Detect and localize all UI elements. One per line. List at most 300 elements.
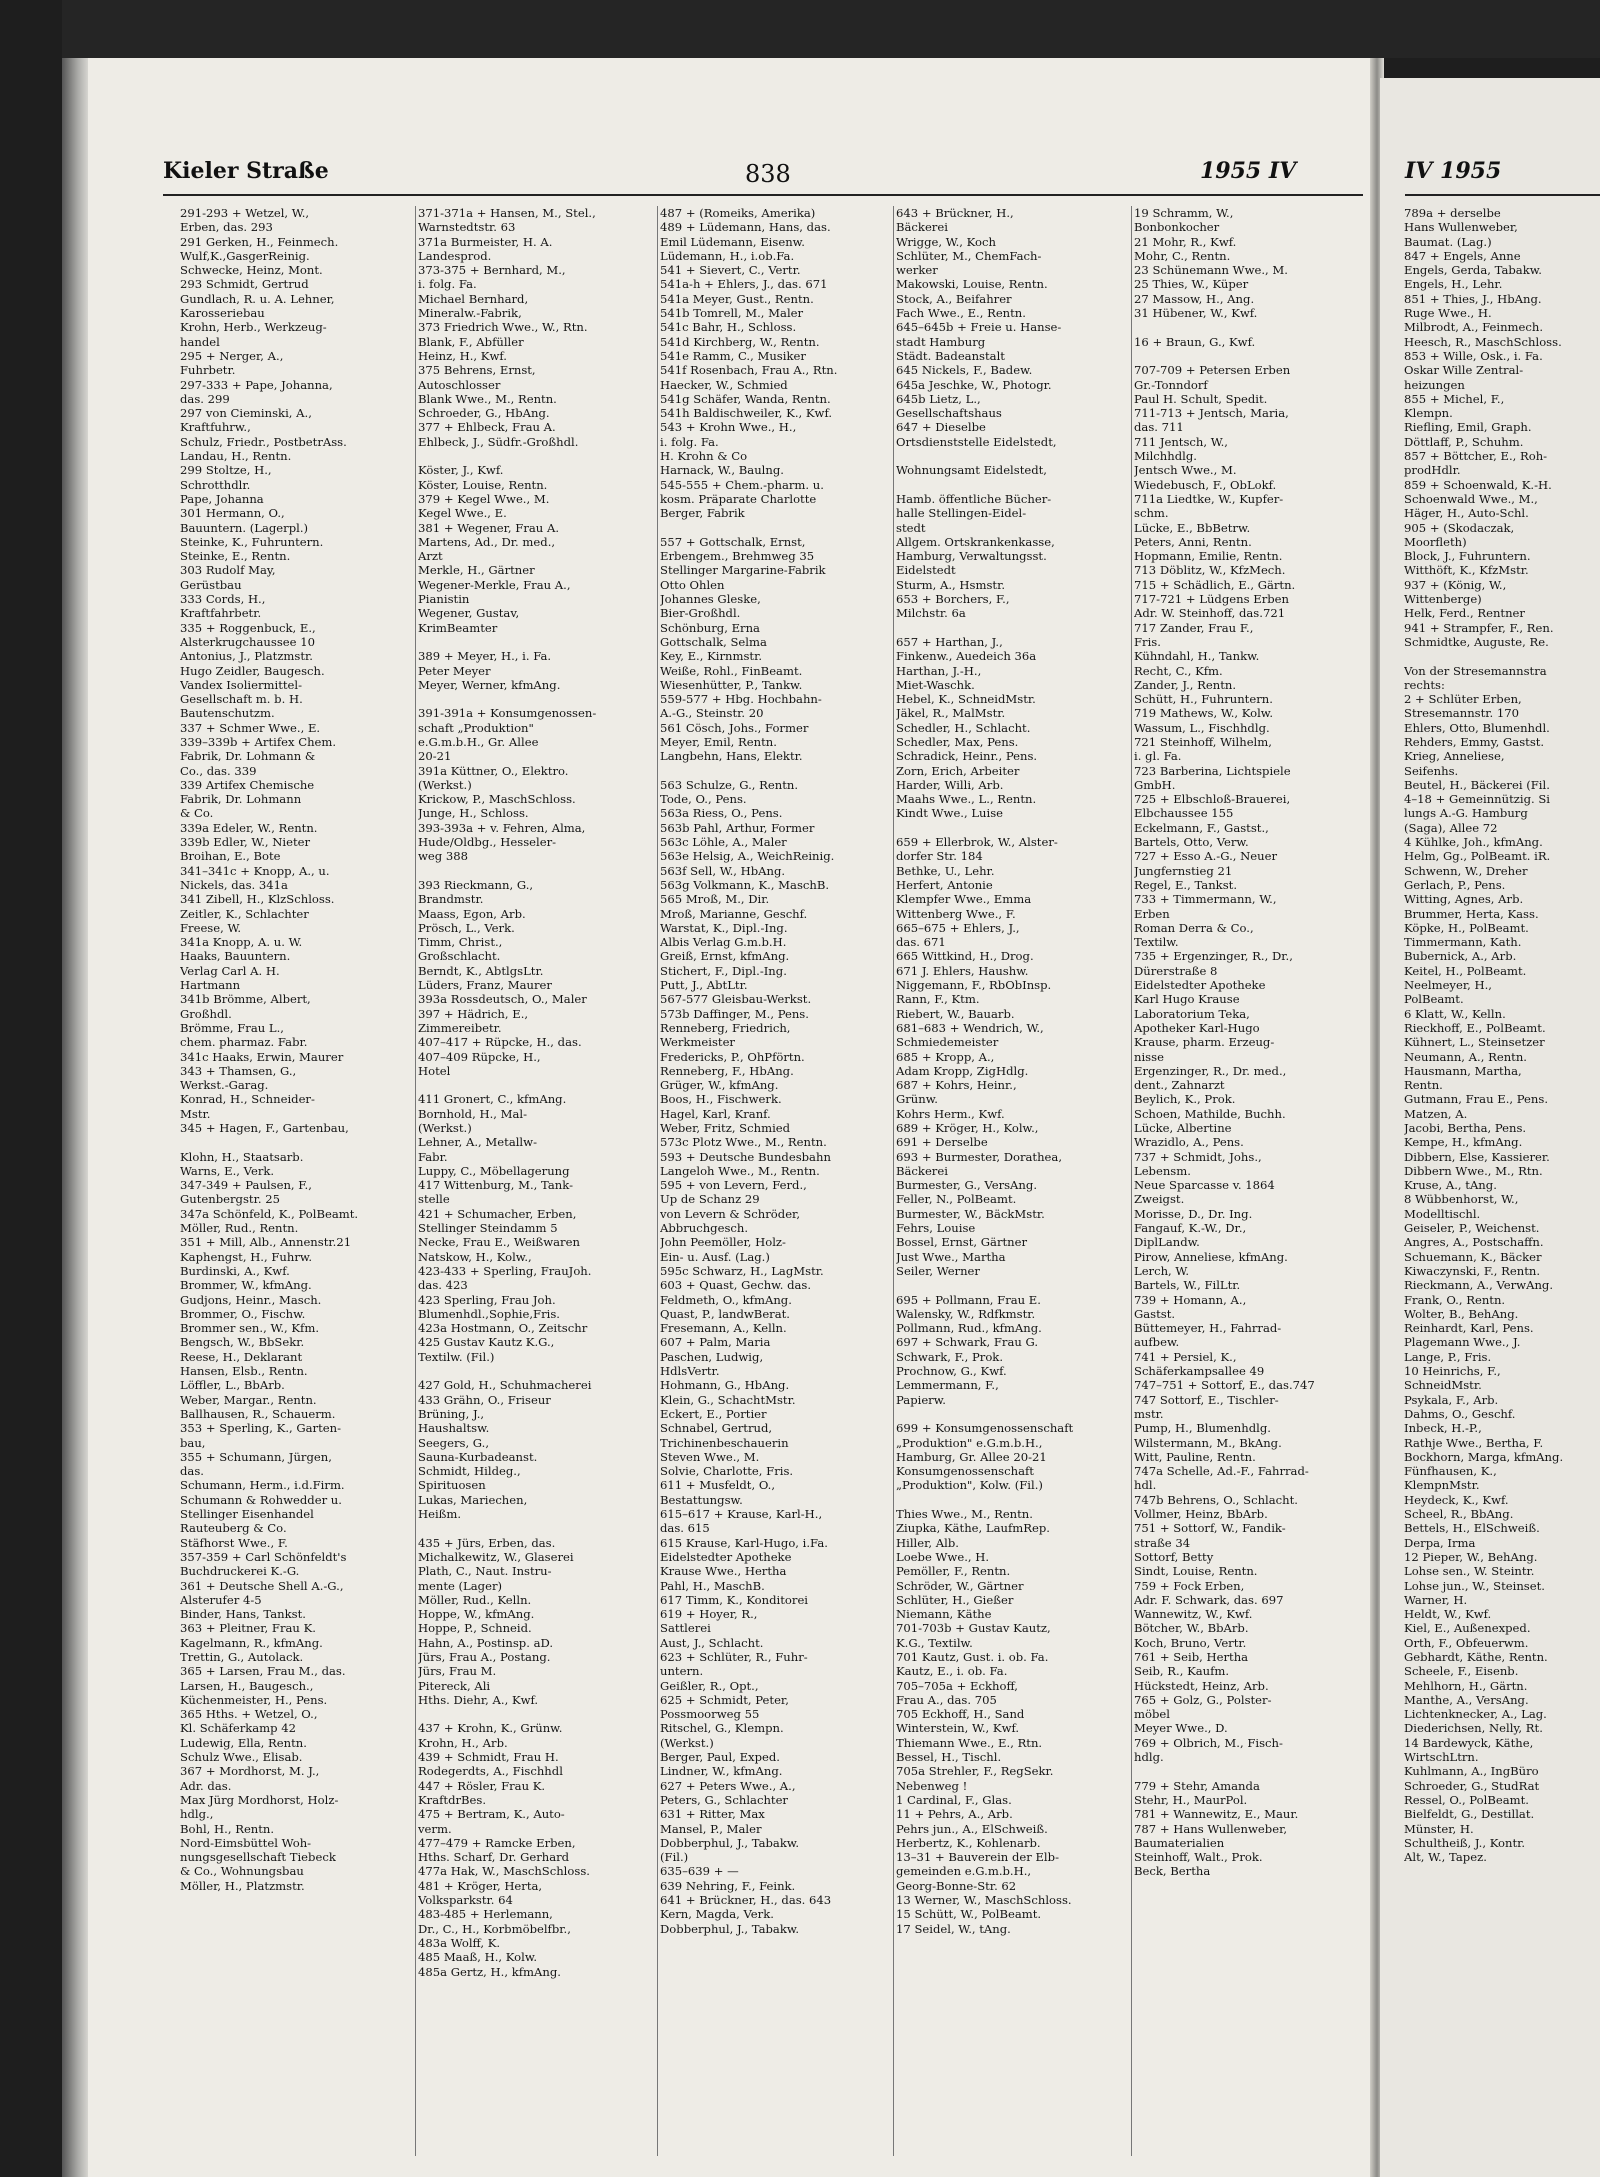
directory-entry-line: Just Wwe., Martha (896, 1249, 1006, 1264)
directory-column-3 (660, 206, 890, 1936)
directory-entry-line: Adr. W. Steinhoff, das.721 (1134, 606, 1286, 621)
directory-entry-line: 341c Haaks, Erwin, Maurer (180, 1049, 344, 1064)
directory-entry-line: 761 + Seib, Hertha (1134, 1649, 1249, 1664)
directory-entry-line: Schütt, H., Fuhruntern. (1134, 692, 1273, 707)
directory-entry-line: Merkle, H., Gärtner (418, 563, 535, 578)
directory-entry-line: 625 + Schmidt, Peter, (660, 1692, 789, 1707)
directory-entry-line: das. 671 (896, 935, 946, 950)
directory-entry-line: Gundlach, R. u. A. Lehner, (180, 291, 335, 306)
directory-entry-line: Sturm, A., Hsmstr. (896, 577, 1006, 592)
directory-entry-line: Alsterufer 4-5 (180, 1592, 262, 1607)
directory-entry-line: Kindt Wwe., Luise (896, 806, 1004, 821)
directory-entry-line: Mehlhorn, H., Gärtn. (1404, 1678, 1528, 1693)
directory-entry-line: Adr. F. Schwark, das. 697 (1134, 1592, 1284, 1607)
directory-entry-line: Klein, G., SchachtMstr. (660, 1392, 796, 1407)
directory-entry-line: Luppy, C., Möbellagerung (418, 1163, 570, 1178)
directory-entry-line: Derpa, Irma (1404, 1535, 1476, 1550)
directory-entry-line: 541a Meyer, Gust., Rentn. (660, 291, 814, 306)
directory-entry-line: Landesprod. (418, 248, 492, 263)
directory-entry-line: Schedler, H., Schlacht. (896, 720, 1031, 735)
directory-entry-line: Klempn. (1404, 406, 1453, 421)
directory-entry-line: Fach Wwe., E., Rentn. (896, 306, 1026, 321)
directory-entry-line: Lebensm. (1134, 1163, 1191, 1178)
directory-entry-line: 717 Zander, Frau F., (1134, 620, 1254, 635)
directory-entry-line: Weiße, Rohl., FinBeamt. (660, 663, 803, 678)
directory-entry-line: Hths. Diehr, A., Kwf. (418, 1692, 539, 1707)
directory-entry-line: Burdinski, A., Kwf. (180, 1263, 290, 1278)
directory-entry-line: Neumann, A., Rentn. (1404, 1049, 1527, 1064)
directory-entry-line: Riebert, W., Bauarb. (896, 1006, 1015, 1021)
directory-entry-line: Brommer, O., Fischw. (180, 1306, 306, 1321)
directory-entry-line: 557 + Gottschalk, Ernst, (660, 534, 806, 549)
directory-entry-line: chem. pharmaz. Fabr. (180, 1035, 308, 1050)
directory-entry-line: Großhdl. (180, 1006, 232, 1021)
directory-entry-line: 437 + Krohn, K., Grünw. (418, 1721, 563, 1736)
directory-entry-line (1134, 320, 1366, 334)
directory-entry-line: 351 + Mill, Alb., Annenstr.21 (180, 1235, 352, 1250)
directory-entry-line: 20-21 (418, 749, 452, 764)
directory-entry-line: Putt, J., AbtLtr. (660, 978, 748, 993)
directory-entry-line: Broihan, E., Bote (180, 849, 281, 864)
directory-entry-line: Mansel, P., Maler (660, 1821, 762, 1836)
directory-entry-line: Lohse sen., W. Steintr. (1404, 1564, 1535, 1579)
directory-entry-line: Steinhoff, Walt., Prok. (1134, 1850, 1263, 1865)
directory-entry-line: Hamburg, Verwaltungsst. (896, 549, 1047, 564)
directory-entry-line: 483a Wolff, K. (418, 1935, 501, 1950)
directory-entry-line: 705–705a + Eckhoff, (896, 1678, 1018, 1693)
directory-entry-line: 357-359 + Carl Schönfeldt's (180, 1549, 347, 1564)
directory-entry-line: Bestattungsw. (660, 1492, 743, 1507)
directory-entry-line: 855 + Michel, F., (1404, 391, 1505, 406)
directory-entry-line: Burmester, G., VersAng. (896, 1178, 1038, 1193)
directory-entry-line: Larsen, H., Baugesch., (180, 1678, 314, 1693)
directory-entry-line: Bengsch, W., BbSekr. (180, 1335, 305, 1350)
directory-entry-line: Krause Wwe., Hertha (660, 1564, 787, 1579)
column-divider-4 (1131, 206, 1132, 2156)
directory-entry-line: Bäckerei (896, 220, 948, 235)
directory-entry-line: Schäferkampsallee 49 (1134, 1364, 1265, 1379)
directory-entry-line: 573c Plotz Wwe., M., Rentn. (660, 1135, 827, 1150)
directory-entry-line: Pehrs jun., A., ElSchweiß. (896, 1821, 1048, 1836)
directory-entry-line: 769 + Olbrich, M., Fisch- (1134, 1735, 1283, 1750)
directory-entry-line: Stresemannstr. 170 (1404, 706, 1520, 721)
directory-entry-line: Ehlbeck, J., Südfr.-Großhdl. (418, 434, 579, 449)
directory-entry-line (418, 864, 654, 878)
directory-entry-line: KraftdrBes. (418, 1792, 487, 1807)
directory-entry-line: Dürerstraße 8 (1134, 963, 1218, 978)
directory-entry-line: Modelltischl. (1404, 1206, 1481, 1221)
directory-entry-line: Walensky, W., Rdfkmstr. (896, 1306, 1036, 1321)
directory-entry-line: Lüders, Franz, Maurer (418, 978, 552, 993)
directory-entry-line: Riefling, Emil, Graph. (1404, 420, 1532, 435)
directory-entry-line: 345 + Hagen, F., Gartenbau, (180, 1121, 349, 1135)
directory-entry-line: 701 Kautz, Gust. i. ob. Fa. (896, 1649, 1049, 1664)
directory-entry-line: Neue Sparcasse v. 1864 (1134, 1178, 1275, 1193)
directory-entry-line: Verlag Carl A. H. (180, 963, 280, 978)
directory-entry-line: Stellinger Margarine-Fabrik (660, 563, 826, 578)
directory-entry-line: Bäckerei (896, 1163, 948, 1178)
directory-entry-line: Meyer Wwe., D. (1134, 1721, 1228, 1736)
directory-entry-line: 389 + Meyer, H., i. Fa. (418, 649, 552, 664)
directory-entry-line: Möller, Rud., Rentn. (180, 1221, 299, 1236)
directory-entry-line: werker (896, 263, 938, 278)
directory-entry-line: nungsgesellschaft Tiebeck (180, 1850, 336, 1865)
directory-entry-line: Mstr. (180, 1106, 211, 1121)
directory-entry-line: Hotel (418, 1063, 451, 1078)
directory-entry-line: 477a Hak, W., MaschSchloss. (418, 1864, 590, 1879)
directory-entry-line: 11 + Pehrs, A., Arb. (896, 1807, 1013, 1822)
directory-entry-line: Eidelstedter Apotheke (1134, 978, 1266, 993)
directory-entry-line: halle Stellingen-Eidel- (896, 506, 1027, 521)
directory-entry-line: 711a Liedtke, W., Kupfer- (1134, 491, 1284, 506)
directory-entry-line: Hamburg, Gr. Allee 20-21 (896, 1449, 1047, 1464)
column-divider-3 (893, 206, 894, 2156)
directory-entry-line: Greiß, Ernst, kfmAng. (660, 949, 790, 964)
directory-entry-line: Jürs, Frau M. (418, 1664, 497, 1679)
directory-entry-line: Brummer, Herta, Kass. (1404, 906, 1539, 921)
directory-entry-line: 643 + Brückner, H., (896, 206, 1014, 220)
directory-entry-line: Schulz Wwe., Elisab. (180, 1750, 303, 1765)
directory-entry-line: Berger, Fabrik (660, 506, 745, 521)
directory-entry-line: Pemöller, F., Rentn. (896, 1564, 1011, 1579)
directory-entry-line (418, 635, 654, 649)
directory-entry-line: Moorfleth) (1404, 534, 1467, 549)
directory-entry-line: Ergenzinger, R., Dr. med., (1134, 1063, 1287, 1078)
directory-entry-line: 8 Wübbenhorst, W., (1404, 1192, 1519, 1207)
directory-entry-line: Dibbern, Else, Kassierer. (1404, 1149, 1550, 1164)
directory-entry-line: Hude/Oldbg., Hesseler- (418, 835, 557, 850)
directory-entry-line: Ziupka, Käthe, LaufmRep. (896, 1521, 1050, 1536)
directory-entry-line: Tode, O., Pens. (660, 792, 747, 807)
directory-entry-line (896, 1407, 1128, 1421)
directory-entry-line: 561 Cösch, Johs., Former (660, 720, 809, 735)
directory-entry-line: Hoppe, W., kfmAng. (418, 1607, 535, 1622)
directory-entry-line: 635–639 + — (660, 1864, 739, 1879)
directory-entry-line: Niggemann, F., RbObInsp. (896, 978, 1052, 993)
directory-entry-line: Wiesenhütter, P., Tankw. (660, 677, 803, 692)
directory-entry-line: 713 Döblitz, W., KfzMech. (1134, 563, 1286, 578)
directory-entry-line: Möller, Rud., Kelln. (418, 1592, 532, 1607)
directory-entry-line: stedt (896, 520, 926, 535)
header-rule-right (1405, 194, 1600, 196)
directory-entry-line: Karl Hugo Krause (1134, 992, 1240, 1007)
directory-entry-line: Fuhrbetr. (180, 363, 236, 378)
directory-entry-line: 665 Wittkind, H., Drog. (896, 949, 1034, 964)
directory-entry-line: Ballhausen, R., Schauerm. (180, 1406, 336, 1421)
directory-entry-line: Weber, Fritz, Schmied (660, 1121, 791, 1135)
directory-entry-line: 341b Brömme, Albert, (180, 992, 311, 1007)
directory-entry-line: Konsumgenossenschaft (896, 1464, 1034, 1479)
directory-entry-line: Wittenberge) (1404, 592, 1482, 607)
directory-entry-line: kosm. Präparate Charlotte (660, 491, 817, 506)
directory-entry-line: Wannewitz, W., Kwf. (1134, 1607, 1253, 1622)
directory-entry-line: Milbrodt, A., Feinmech. (1404, 320, 1544, 335)
directory-entry-line: 14 Bardewyck, Käthe, (1404, 1735, 1534, 1750)
directory-entry-line: das. 615 (660, 1521, 710, 1536)
directory-entry-line: Hamb. öffentliche Bücher- (896, 491, 1052, 506)
directory-entry-line: Fehrs, Louise (896, 1221, 976, 1236)
directory-entry-line: Bier-Großhdl. (660, 606, 741, 621)
directory-entry-line: bau, (180, 1435, 206, 1450)
directory-entry-line: 339a Edeler, W., Rentn. (180, 820, 318, 835)
directory-entry-line: Gutmann, Frau E., Pens. (1404, 1092, 1549, 1107)
directory-entry-line: Heißm. (418, 1507, 462, 1522)
directory-entry-line: Binder, Hans, Tankst. (180, 1607, 306, 1622)
directory-entry-line: Geiseler, P., Weichenst. (1404, 1221, 1540, 1236)
directory-entry-line: 593 + Deutsche Bundesbahn (660, 1149, 831, 1164)
directory-entry-line: Apotheker Karl-Hugo (1134, 1020, 1260, 1035)
scan-background-top (62, 0, 1600, 58)
directory-entry-line: Meyer, Werner, kfmAng. (418, 677, 561, 692)
directory-entry-line: (Fil.) (660, 1850, 689, 1865)
directory-entry-line: 295 + Nerger, A., (180, 348, 284, 363)
directory-entry-line: KlempnMstr. (1404, 1478, 1480, 1493)
directory-entry-line: i. gl. Fa. (1134, 749, 1182, 764)
directory-entry-line: Landau, H., Rentn. (180, 449, 292, 464)
directory-entry-line: Pahl, H., MaschB. (660, 1578, 765, 1593)
directory-entry-line: Hiller, Alb. (896, 1535, 959, 1550)
directory-entry-line: Makowski, Louise, Rentn. (896, 277, 1048, 292)
directory-entry-line: Baumaterialien (1134, 1835, 1225, 1850)
directory-entry-line: 15 Schütt, W., PolBeamt. (896, 1907, 1042, 1922)
directory-entry-line: Witting, Agnes, Arb. (1404, 892, 1524, 907)
directory-entry-line: Reinhardt, Karl, Pens. (1404, 1321, 1534, 1336)
directory-entry-line: 541e Ramm, C., Musiker (660, 348, 806, 363)
directory-entry-line (418, 449, 654, 463)
directory-entry-line: Hans Wullenweber, (1404, 220, 1518, 235)
directory-entry-line: 541d Kirchberg, W., Rentn. (660, 334, 820, 349)
directory-entry-line: mente (Lager) (418, 1578, 503, 1593)
directory-entry-line: Rodegerdts, A., Fischhdl (418, 1764, 563, 1779)
directory-entry-line: Zorn, Erich, Arbeiter (896, 763, 1020, 778)
directory-entry-line: Milchstr. 6a (896, 606, 966, 621)
directory-entry-line: Finkenw., Auedeich 36a (896, 649, 1037, 664)
directory-entry-line: Lerch, W. (1134, 1263, 1190, 1278)
directory-entry-line: 541g Schäfer, Wanda, Rentn. (660, 391, 831, 406)
directory-entry-line: & Co. (180, 806, 214, 821)
directory-entry-line: Zeitler, K., Schlachter (180, 906, 309, 921)
directory-entry-line: 371-371a + Hansen, M., Stel., (418, 206, 596, 220)
page-number: 838 (745, 160, 791, 188)
directory-entry-line: 717-721 + Lüdgens Erben (1134, 592, 1289, 607)
directory-entry-line: Fabrik, Dr. Lohmann & (180, 749, 316, 764)
directory-entry-line: Hoppe, P., Schneid. (418, 1621, 532, 1636)
directory-entry-line: Junge, H., Schloss. (418, 806, 529, 821)
directory-entry-line: 685 + Kropp, A., (896, 1049, 995, 1064)
directory-entry-line (180, 1135, 412, 1149)
directory-entry-line: 477–479 + Ramcke Erben, (418, 1835, 576, 1850)
directory-entry-line: 379 + Kegel Wwe., M. (418, 491, 550, 506)
directory-entry-line: Schwecke, Heinz, Mont. (180, 263, 323, 278)
directory-entry-line: untern. (660, 1664, 704, 1679)
directory-entry-line: Schoenwald Wwe., M., (1404, 491, 1538, 506)
directory-entry-line: Koch, Bruno, Vertr. (1134, 1635, 1247, 1650)
directory-entry-line: Solvie, Charlotte, Fris. (660, 1464, 794, 1479)
directory-entry-line: 645–645b + Freie u. Hanse- (896, 320, 1062, 335)
directory-entry-line: Zimmereibetr. (418, 1020, 502, 1035)
directory-entry-line: Fris. (1134, 634, 1161, 649)
directory-entry-line: Papierw. (896, 1392, 946, 1407)
directory-column-5 (1134, 206, 1366, 1879)
directory-entry-line: Gudjons, Heinr., Masch. (180, 1292, 322, 1307)
directory-entry-line: Maahs Wwe., L., Rentn. (896, 792, 1037, 807)
directory-entry-line: 705a Strehler, F., RegSekr. (896, 1764, 1054, 1779)
directory-entry-line: Angres, A., Postschaffn. (1404, 1235, 1544, 1250)
directory-entry-line: 341a Knopp, A. u. W. (180, 935, 303, 950)
directory-entry-line: 377 + Ehlbeck, Frau A. (418, 420, 556, 435)
directory-entry-line: 355 + Schumann, Jürgen, (180, 1449, 332, 1464)
directory-column-6 (1404, 206, 1600, 1864)
directory-entry-line: 485a Gertz, H., kfmAng. (418, 1964, 561, 1979)
directory-entry-line: Harnack, W., Baulng. (660, 463, 784, 478)
directory-entry-line: 333 Cords, H., (180, 592, 266, 607)
directory-entry-line: Schönburg, Erna (660, 620, 760, 635)
directory-entry-line: Boos, H., Fischwerk. (660, 1092, 782, 1107)
directory-entry-line: 723 Barberina, Lichtspiele (1134, 763, 1291, 778)
directory-entry-line: „Produktion", Kolw. (Fil.) (896, 1478, 1043, 1493)
directory-entry-line: Fresemann, A., Kelln. (660, 1321, 787, 1336)
directory-entry-line: Gerüstbau (180, 577, 242, 592)
directory-entry-line: 425 Gustav Kautz K.G., (418, 1335, 555, 1350)
directory-entry-line: Thiemann Wwe., E., Rtn. (896, 1735, 1043, 1750)
directory-entry-line: 659 + Ellerbrok, W., Alster- (896, 835, 1058, 850)
directory-entry-line: Langeloh Wwe., M., Rentn. (660, 1163, 820, 1178)
directory-entry-line: schm. (1134, 506, 1169, 521)
directory-entry-line: Jungfernstieg 21 (1134, 863, 1233, 878)
directory-entry-line: Albis Verlag G.m.b.H. (660, 935, 787, 950)
directory-entry-line: Stäfhorst Wwe., F. (180, 1535, 288, 1550)
directory-entry-line: Lichtenknecker, A., Lag. (1404, 1707, 1547, 1722)
directory-entry-line: Kagelmann, R., kfmAng. (180, 1635, 323, 1650)
directory-entry-line: 853 + Wille, Osk., i. Fa. (1404, 348, 1543, 363)
directory-entry-line: Hagel, Karl, Kranf. (660, 1106, 771, 1121)
directory-entry-line: Steinke, K., Fuhruntern. (180, 534, 324, 549)
directory-entry-line: 563e Helsig, A., WeichReinig. (660, 849, 835, 864)
directory-entry-line: Scheel, R., BbAng. (1404, 1507, 1514, 1522)
directory-entry-line: Gr.-Tonndorf (1134, 377, 1208, 392)
directory-entry-line: Lüdemann, H., i.ob.Fa. (660, 248, 795, 263)
directory-entry-line: Fabr. (418, 1149, 448, 1164)
directory-entry-line: A.-G., Steinstr. 20 (660, 706, 764, 721)
directory-entry-line: 595c Schwarz, H., LagMstr. (660, 1263, 824, 1278)
directory-entry-line: Herbertz, K., Kohlenarb. (896, 1835, 1041, 1850)
directory-entry-line: Kautz, E., i. ob. Fa. (896, 1664, 1008, 1679)
directory-entry-line: Ortsdienststelle Eidelstedt, (896, 434, 1057, 449)
directory-entry-line: 543 + Krohn Wwe., H., (660, 420, 797, 435)
directory-entry-line: Rauteuberg & Co. (180, 1521, 287, 1536)
directory-entry-line: Berndt, K., AbtlgsLtr. (418, 963, 544, 978)
directory-entry-line: 439 + Schmidt, Frau H. (418, 1750, 559, 1765)
directory-entry-line: Blank, F., Abfüller (418, 334, 524, 349)
directory-entry-line: Bauuntern. (Lagerpl.) (180, 520, 309, 535)
directory-entry-line: Jentsch Wwe., M. (1134, 463, 1237, 478)
directory-entry-line: 559-577 + Hbg. Hochbahn- (660, 692, 822, 707)
directory-entry-line: 10 Heinrichs, F., (1404, 1364, 1501, 1379)
directory-entry-line: Kruse, A., tAng. (1404, 1178, 1497, 1193)
directory-entry-line: Bethke, U., Lehr. (896, 863, 995, 878)
directory-entry-line: Harthan, J.-H., (896, 663, 982, 678)
directory-entry-line: 17 Seidel, W., tAng. (896, 1921, 1011, 1936)
directory-entry-line: Bohl, H., Rentn. (180, 1821, 275, 1836)
directory-entry-line: Bessel, H., Tischl. (896, 1750, 1002, 1765)
column-divider-2 (657, 206, 658, 2156)
directory-entry-line: Gastst. (1134, 1306, 1176, 1321)
directory-entry-line: 341 Zibell, H., KlzSchloss. (180, 892, 335, 907)
directory-entry-line: Wegener-Merkle, Frau A., (418, 577, 571, 592)
directory-entry-line: Lohse jun., W., Steinset. (1404, 1578, 1545, 1593)
directory-entry-line: Ein- u. Ausf. (Lag.) (660, 1249, 770, 1264)
directory-entry-line: das. 423 (418, 1278, 468, 1293)
directory-entry-line: Gutenbergstr. 25 (180, 1192, 280, 1207)
directory-entry-line: Paschen, Ludwig, (660, 1349, 764, 1364)
directory-entry-line: Rentn. (1404, 1078, 1443, 1093)
directory-entry-line: Co., das. 339 (180, 763, 257, 778)
directory-entry-line: 779 + Stehr, Amanda (1134, 1778, 1260, 1793)
directory-entry-line: Freese, W. (180, 920, 242, 935)
directory-entry-line: 407–409 Rüpcke, H., (418, 1049, 541, 1064)
directory-entry-line: Engels, Gerda, Tabakw. (1404, 263, 1542, 278)
directory-entry-line: Scheele, F., Eisenb. (1404, 1664, 1519, 1679)
directory-entry-line: Timm, Christ., (418, 935, 503, 950)
directory-entry-line: Helm, Gg., PolBeamt. iR. (1404, 849, 1551, 864)
directory-entry-line: 343 + Thamsen, G., (180, 1063, 297, 1078)
directory-entry-line: Hückstedt, Heinz, Arb. (1134, 1678, 1269, 1693)
directory-entry-line: von Levern & Schröder, (660, 1206, 801, 1221)
directory-entry-line: Gesellschaftshaus (896, 406, 1002, 421)
directory-entry-line: 375 Behrens, Ernst, (418, 363, 536, 378)
directory-entry-line: Brandmstr. (418, 892, 484, 907)
directory-entry-line: 693 + Burmester, Dorathea, (896, 1149, 1063, 1164)
directory-entry-line: 735 + Ergenzinger, R., Dr., (1134, 949, 1293, 964)
directory-entry-line: 293 Schmidt, Gertrud (180, 277, 309, 292)
directory-entry-line: Max Jürg Mordhorst, Holz- (180, 1792, 339, 1807)
directory-entry-line: Hugo Zeidler, Baugesch. (180, 663, 325, 678)
directory-entry-line: Schradick, Heinr., Pens. (896, 749, 1038, 764)
directory-entry-line: DiplLandw. (1134, 1235, 1200, 1250)
directory-entry-line: 781 + Wannewitz, E., Maur. (1134, 1807, 1299, 1822)
directory-entry-line: Dobberphul, J., Tabakw. (660, 1835, 800, 1850)
directory-entry-line: heizungen (1404, 377, 1465, 392)
directory-entry-line: Steinke, E., Rentn. (180, 549, 291, 564)
directory-entry-line: 541h Baldischweiler, K., Kwf. (660, 406, 833, 421)
book-spine-shadow (62, 58, 88, 2177)
directory-entry-line: i. folg. Fa. (418, 277, 477, 292)
directory-entry-line: straße 34 (1134, 1535, 1191, 1550)
directory-entry-line: 647 + Dieselbe (896, 420, 986, 435)
directory-entry-line: 27 Massow, H., Ang. (1134, 291, 1255, 306)
directory-entry-line: 747a Schelle, Ad.-F., Fahrrad- (1134, 1464, 1309, 1479)
directory-entry-line: 423 Sperling, Frau Joh. (418, 1292, 556, 1307)
directory-entry-line: 297 von Cieminski, A., (180, 406, 312, 421)
directory-entry-line: Kraftfuhrw., (180, 420, 251, 435)
directory-entry-line: 727 + Esso A.-G., Neuer (1134, 849, 1277, 864)
directory-entry-line: Plagemann Wwe., J. (1404, 1335, 1521, 1350)
directory-entry-line: Natskow, H., Kolw., (418, 1249, 532, 1264)
directory-entry-line: & Co., Wohnungsbau (180, 1864, 304, 1879)
directory-entry-line: Schoen, Mathilde, Buchh. (1134, 1106, 1286, 1121)
directory-entry-line: Lindner, W., kfmAng. (660, 1764, 783, 1779)
directory-entry-line: Pollmann, Rud., kfmAng. (896, 1321, 1042, 1336)
directory-entry-line: Brommer sen., W., Kfm. (180, 1321, 320, 1336)
directory-entry-line: 365 + Larsen, Frau M., das. (180, 1664, 346, 1679)
directory-entry-line: Karosseriebau (180, 306, 265, 321)
directory-entry-line (418, 1707, 654, 1721)
directory-entry-line: Rieckhoff, E., PolBeamt. (1404, 1020, 1546, 1035)
header-rule-left (163, 194, 1363, 196)
directory-entry-line: Zweigst. (1134, 1192, 1185, 1207)
directory-entry-line: Peters, Anni, Rentn. (1134, 534, 1252, 549)
directory-entry-line: 483-485 + Herlemann, (418, 1907, 553, 1922)
